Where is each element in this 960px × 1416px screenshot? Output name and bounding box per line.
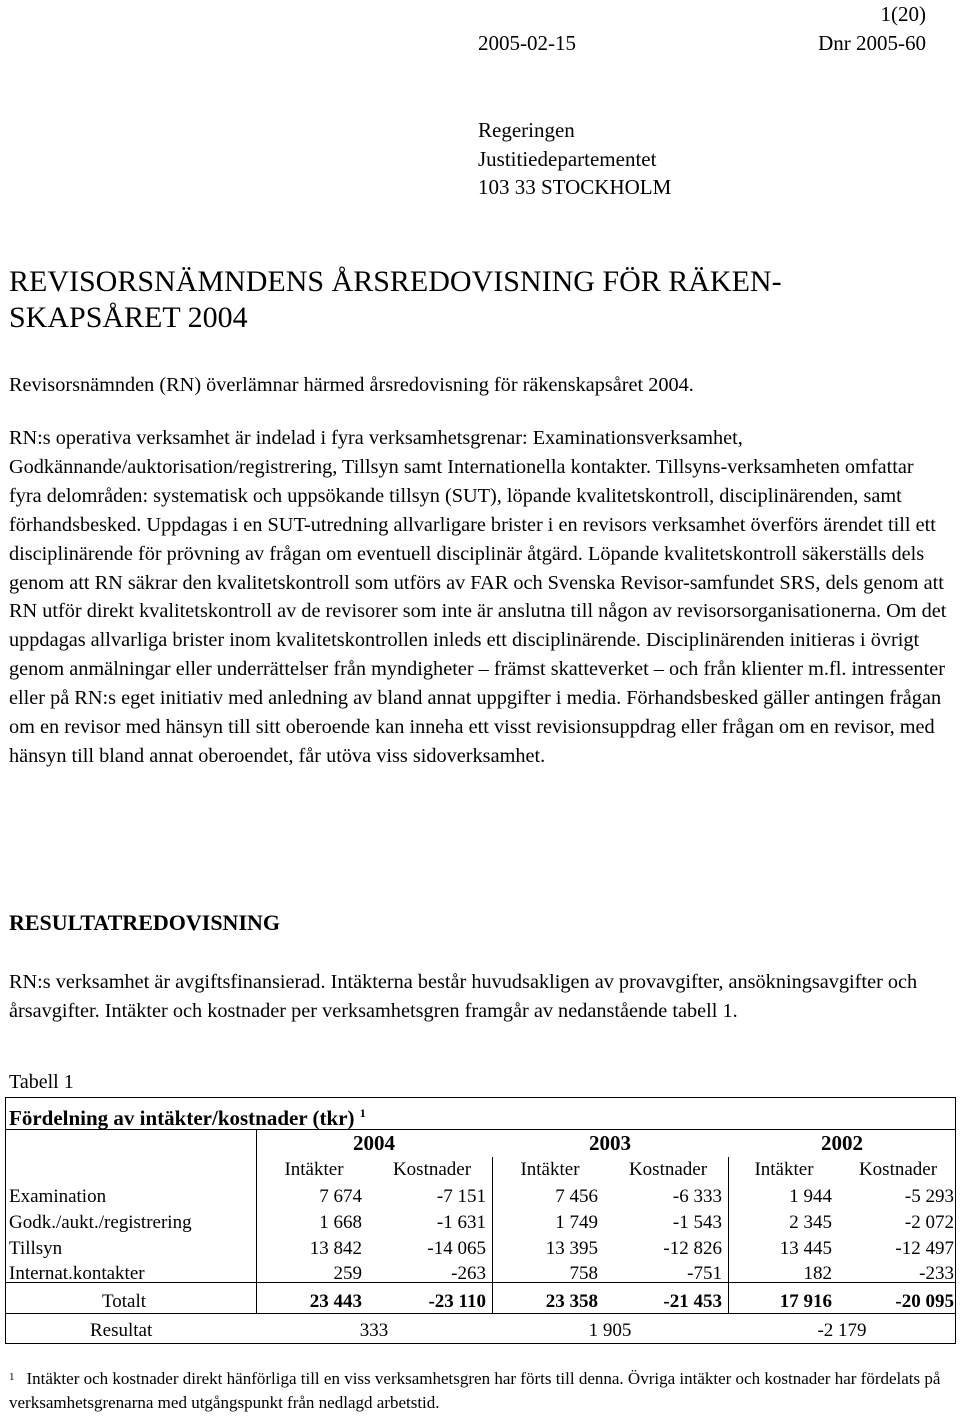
results-paragraph: RN:s verksamhet är avgiftsfinansierad. Intäkterna består huvudsakligen av provavgifter, ansökningsavgifter och årsavgifter. Intäkter och kostnader per verksamhetsgren framgår av nedanstående tabell 1.	[9, 971, 918, 1022]
row-label: Internat.kontakter	[9, 1263, 145, 1284]
total-label: Totalt	[102, 1291, 147, 1312]
table-cell: -263	[451, 1263, 486, 1284]
footnote-text: Intäkter och kostnader direkt hänförliga till en viss verksamhetsgren har förts till denna. Övriga intäkter och kostnader har fördelats på verksamhetsgrenarna med utgångspunkt från nedlagd arbetstid.	[9, 1369, 941, 1412]
title-line: REVISORSNÄMNDENS ÅRSREDOVISNING FÖR RÄKEN-	[9, 265, 782, 298]
table-cell: 1 668	[319, 1212, 362, 1233]
recipient-line: Justitiedepartementet	[478, 146, 657, 171]
table-cell: -7 151	[436, 1186, 486, 1207]
column-subheader: Intäkter	[284, 1159, 344, 1180]
table-heading-text: Fördelning av intäkter/kostnader (tkr)	[9, 1106, 355, 1130]
table-cell: -1 543	[672, 1212, 722, 1233]
column-subheader: Intäkter	[754, 1159, 814, 1180]
result-label: Resultat	[90, 1320, 153, 1341]
table-cell: 1 749	[555, 1212, 598, 1233]
footnote	[9, 1367, 949, 1415]
column-subheader: Kostnader	[858, 1159, 938, 1180]
document-date: 2005-02-15	[478, 31, 576, 55]
document-title	[9, 264, 929, 336]
table-cell: -12 497	[895, 1238, 954, 1259]
table-cell: 13 842	[309, 1238, 362, 1259]
table-heading	[9, 1101, 366, 1130]
page-number: 1(20)	[880, 2, 926, 26]
total-cell: 23 358	[545, 1291, 598, 1312]
column-subheader: Kostnader	[628, 1159, 708, 1180]
table-cell: -233	[919, 1263, 954, 1284]
table-cell: 182	[803, 1263, 832, 1284]
table-cell: -14 065	[427, 1238, 486, 1259]
table-cell: -1 631	[436, 1212, 486, 1233]
table-cell: 7 674	[319, 1186, 362, 1207]
table-cell: -6 333	[672, 1186, 722, 1207]
revenue-cost-table	[5, 1097, 956, 1344]
table-cell: 2 345	[789, 1212, 832, 1233]
footnote-mark: 1	[359, 1106, 366, 1120]
section-heading: RESULTATREDOVISNING	[9, 910, 281, 935]
row-label: Tillsyn	[9, 1238, 63, 1259]
table-cell: -12 826	[663, 1238, 722, 1259]
intro-paragraph: Revisorsnämnden (RN) överlämnar härmed årsredovisning för räkenskapsåret 2004.	[9, 374, 694, 396]
table-cell: -751	[687, 1263, 722, 1284]
table-cell: 13 445	[779, 1238, 832, 1259]
total-cell: -23 110	[428, 1291, 486, 1312]
result-cell: -2 179	[817, 1320, 867, 1341]
total-cell: -20 095	[895, 1291, 954, 1312]
table-cell: 7 456	[555, 1186, 598, 1207]
table-cell: 259	[333, 1263, 362, 1284]
result-cell: 1 905	[588, 1320, 632, 1341]
result-cell: 333	[359, 1320, 389, 1341]
operations-paragraph: RN:s operativa verksamhet är indelad i fyra verksamhetsgrenar: Examinationsverksamhet, Godkännande/auktorisation/registrering, Tillsyn samt Internationella kontakter. Tillsyns-verksamheten omfattar fyra delområden: systematisk och uppsökande tillsyn (SUT), löpande kvalitetskontroll, disciplinärenden, samt förhandsbesked. Uppdagas i en SUT-utredning allvarligare brister i en revisors verksamhet överförs ärendet till ett disciplinärende för prövning av frågan om eventuell disciplinär åtgärd. Löpande kvalitetskontroll säkerställs dels genom att RN säkrar den kvalitetskontroll som utförs av FAR och Svenska Revisor-samfundet SRS, dels genom att RN utför direkt kvalitetskontroll av de revisorer som inte är anslutna till någon av revisorsorganisationerna. Om det uppdagas allvarliga brister inom kvalitetskontrollen inleds ett disciplinärende. Disciplinärenden initieras i övrigt genom anmälningar eller underrättelser från myndigheter – främst skatteverket – och från klienter m.fl. intressenter eller på RN:s eget initiativ med anledning av bland annat uppgifter i media. Förhandsbesked gäller antingen frågan om en revisor med hänsyn till sitt oberoende kan inneha ett visst revisionsuppdrag eller frågan om en revisor, med hänsyn till bland annat oberoendet, får utöva viss sidoverksamhet.	[9, 427, 947, 767]
table-cell: 758	[569, 1263, 598, 1284]
table-caption: Tabell 1	[9, 1071, 74, 1093]
year-header: 2003	[589, 1131, 631, 1155]
year-header: 2002	[821, 1131, 863, 1155]
row-label: Examination	[9, 1186, 107, 1207]
year-header: 2004	[353, 1131, 395, 1155]
recipient-address	[478, 116, 671, 202]
row-label: Godk./aukt./registrering	[9, 1212, 192, 1233]
total-cell: 17 916	[779, 1291, 832, 1312]
total-cell: -21 453	[663, 1291, 722, 1312]
title-line: SKAPSÅRET 2004	[9, 301, 248, 334]
table-cell: -2 072	[904, 1212, 954, 1233]
table-cell: 1 944	[789, 1186, 832, 1207]
recipient-line: Regeringen	[478, 118, 575, 142]
column-subheader: Intäkter	[520, 1159, 580, 1180]
column-subheader: Kostnader	[392, 1159, 472, 1180]
total-cell: 23 443	[309, 1291, 362, 1312]
footnote-mark: 1	[9, 1371, 15, 1383]
recipient-line: 103 33 STOCKHOLM	[478, 175, 672, 199]
table-cell: 13 395	[545, 1238, 598, 1259]
document-reference-number: Dnr 2005-60	[818, 31, 926, 55]
table-cell: -5 293	[904, 1186, 954, 1207]
